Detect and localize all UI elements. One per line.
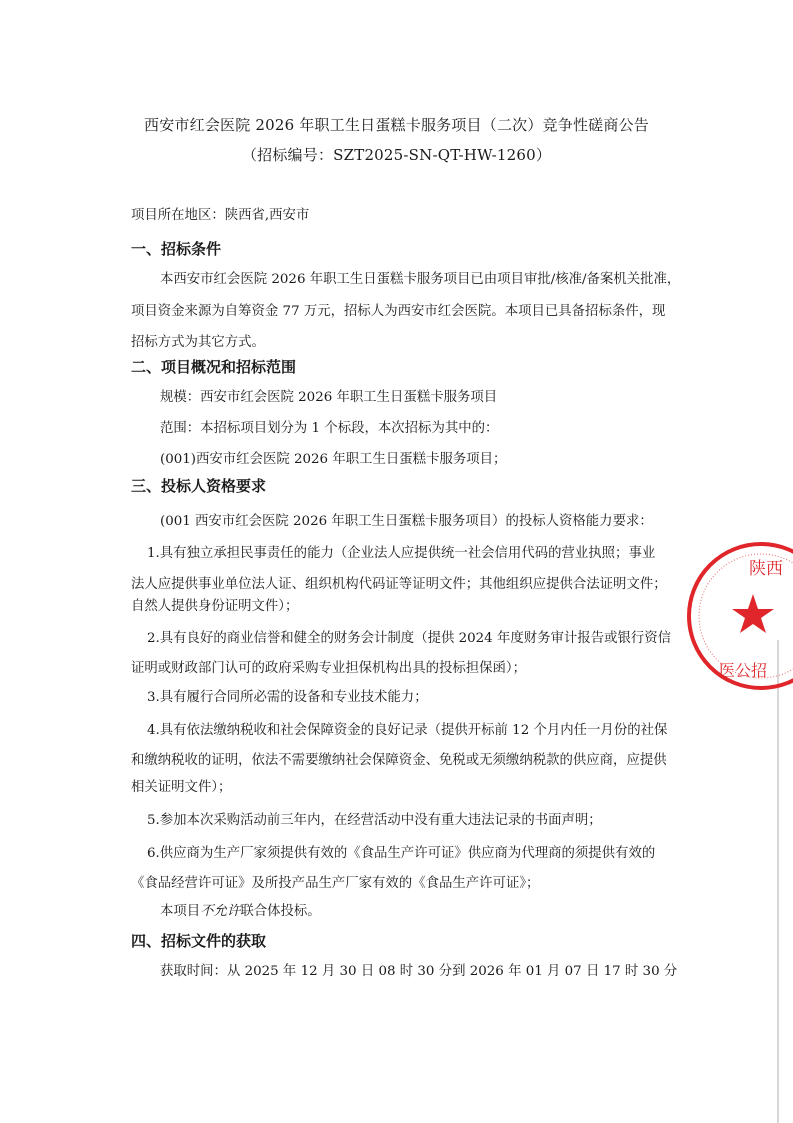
section-heading-2: 二、项目概况和招标范围 [131, 358, 297, 376]
paragraph-line: 《食品经营许可证》及所投产品生产厂家有效的《食品生产许可证》； [131, 876, 540, 891]
paragraph-line: 规模：西安市红会医院 2026 年职工生日蛋糕卡服务项目 [160, 390, 498, 405]
seal-star [732, 594, 774, 633]
seal-top-text: 陕西 [749, 559, 783, 579]
paragraph-line: 5.参加本次采购活动前三年内，在经营活动中没有重大违法记录的书面声明； [147, 813, 602, 828]
paragraph-line: 范围：本招标项目划分为 1 个标段，本次招标为其中的： [160, 421, 499, 436]
document-subtitle: （招标编号：SZT2025-SN-QT-HW-1260） [241, 146, 552, 164]
document-title: 西安市红会医院 2026 年职工生日蛋糕卡服务项目（二次）竞争性磋商公告 [144, 116, 649, 134]
paragraph-line: 2.具有良好的商业信誉和健全的财务会计制度（提供 2024 年度财务审计报告或银行资信 [147, 631, 672, 646]
paragraph-line: 3.具有履行合同所必需的设备和专业技术能力； [147, 690, 428, 705]
red-star-seal-icon [681, 538, 793, 698]
section-heading-3: 三、投标人资格要求 [131, 477, 267, 495]
paragraph-line: (001)西安市红会医院 2026 年职工生日蛋糕卡服务项目； [160, 452, 507, 467]
region-line: 项目所在地区：陕西省,西安市 [131, 208, 310, 223]
paragraph-line: 获取时间：从 2025 年 12 月 30 日 08 时 30 分到 2026 年 01 月 07 日 17 时 30 分 [160, 964, 678, 979]
section-heading-4: 四、招标文件的获取 [131, 932, 267, 950]
paragraph-line: 和缴纳税收的证明，依法不需要缴纳社会保障资金、免税或无须缴纳税款的供应商，应提供 [131, 753, 667, 768]
paragraph-line: 4.具有依法缴纳税收和社会保障资金的良好记录（提供开标前 12 个月内任一月份的社保 [147, 723, 668, 738]
paragraph-line: 证明或财政部门认可的政府采购专业担保机构出具的投标担保函）； [131, 661, 527, 676]
paragraph-line: 6.供应商为生产厂家须提供有效的《食品生产许可证》供应商为代理商的须提供有效的 [147, 846, 656, 861]
paragraph-line: (001 西安市红会医院 2026 年职工生日蛋糕卡服务项目）的投标人资格能力要求： [160, 514, 653, 529]
seal-bottom-text: 医公招 [719, 661, 768, 680]
paragraph-line: 法人应提供事业单位法人证、组织机构代码证等证明文件；其他组织应提供合法证明文件； [131, 577, 667, 592]
paragraph-line: 本西安市红会医院 2026 年职工生日蛋糕卡服务项目已由项目审批/核准/备案机关批准， [160, 272, 681, 287]
paragraph-line: 相关证明文件）； [131, 780, 232, 795]
consortium-prefix: 本项目 [160, 904, 201, 919]
consortium-line [160, 903, 700, 921]
consortium-suffix: 联合体投标。 [240, 904, 321, 919]
paragraph-line: 1.具有独立承担民事责任的能力（企业法人应提供统一社会信用代码的营业执照；事业 [147, 546, 656, 561]
section-heading-1: 一、招标条件 [131, 240, 222, 258]
consortium-emphasis: 不允许 [200, 904, 241, 919]
paragraph-line: 招标方式为其它方式。 [131, 335, 265, 350]
paragraph-line: 自然人提供身份证明文件）； [131, 599, 299, 614]
scan-edge-line [777, 640, 779, 1123]
paragraph-line: 项目资金来源为自筹资金 77 万元，招标人为西安市红会医院。本项目已具备招标条件，现 [131, 304, 666, 319]
